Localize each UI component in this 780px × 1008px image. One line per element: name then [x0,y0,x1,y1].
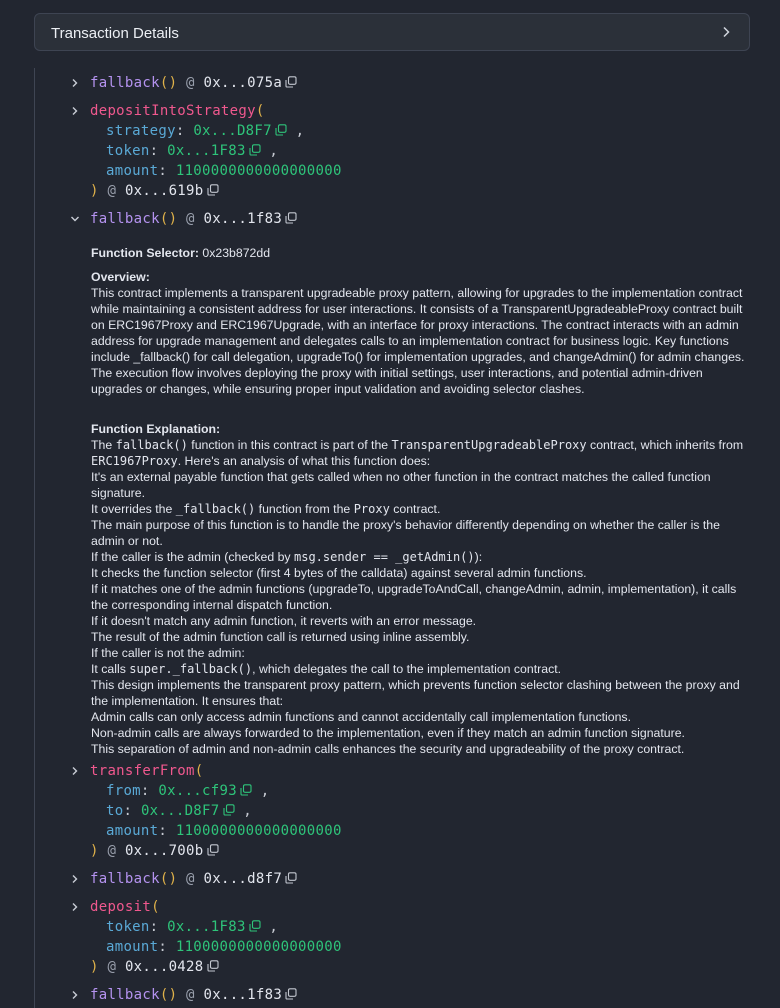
explanation-line: This design implements the transparent proxy pattern, which prevents function selector clashing between the proxy and the implementation. It ensures that: [91,678,740,708]
copy-icon[interactable] [240,784,252,796]
contract-address[interactable]: 0x...075a [203,75,283,91]
copy-icon[interactable] [275,124,287,136]
call-close-row: ) @ 0x...0428 [90,957,219,977]
param-name: to [106,803,124,819]
explanation-line: This separation of admin and non-admin calls enhances the security and upgradeability of the proxy contract. [91,742,685,756]
transaction-details-header[interactable] [34,13,750,51]
copy-icon[interactable] [249,144,261,156]
param-value: 1100000000000000000 [175,823,342,839]
param-row: amount: 1100000000000000000 [106,939,342,955]
param-name: from [106,783,141,799]
chevron-right-icon[interactable] [719,25,733,39]
param-value: 1100000000000000000 [175,163,342,179]
param-name: amount [106,939,159,955]
call-row-fallback[interactable]: fallback() @ 0x...d8f7 [90,869,297,889]
copy-icon[interactable] [285,212,297,224]
explanation-line: The result of the admin function call is returned using inline assembly. [91,630,470,644]
chevron-right-icon[interactable] [70,990,80,1000]
explanation-line: If the caller is the admin (checked by msg.sender == _getAdmin()): [91,550,483,564]
call-row-deposit-into-strategy[interactable]: depositIntoStrategy( [90,103,265,119]
param-value[interactable]: 0x...D8F7 [193,123,272,139]
param-name: token [106,919,150,935]
param-row: from: 0x...cf93 , [106,783,270,799]
explanation-line: It overrides the _fallback() function from the Proxy contract. [91,502,441,516]
overview-section [91,269,751,397]
explanation-line: If the caller is not the admin: [91,646,245,660]
explanation-line: The main purpose of this function is to handle the proxy's behavior differently depending on whether the caller is the admin or not. [91,518,720,548]
contract-address[interactable]: 0x...619b [124,183,204,199]
param-value[interactable]: 0x...1F83 [167,919,246,935]
function-name: transferFrom [90,763,195,779]
param-value[interactable]: 0x...D8F7 [140,803,220,819]
function-selector [91,245,751,261]
function-name: deposit [90,899,152,915]
param-name: amount [106,163,159,179]
call-row-fallback-expanded[interactable]: fallback() @ 0x...1f83 [90,209,297,229]
function-name: fallback [90,987,160,1003]
call-row-transfer-from[interactable]: transferFrom( [90,763,204,779]
function-name: depositIntoStrategy [90,103,256,119]
contract-address[interactable]: 0x...700b [124,843,204,859]
param-name: token [106,143,150,159]
chevron-right-icon[interactable] [70,874,80,884]
overview-text: This contract implements a transparent upgradeable proxy pattern, allowing for upgrades to the implementation contract while maintaining a consistent address for user interactions. It consists of a TransparentUpgradeableProxy contract built on ERC1967Proxy and ERC1967Upgrade, with an interface for proxy interactions. The contract interacts with an admin address for upgrade management and delegates calls to an implementation contract for business logic. Key functions include _fallback() for call delegation, upgradeTo() for implementation upgrades, and changeAdmin() for admin changes. The execution flow involves deploying the proxy with initial settings, user interactions, and potential admin-driven upgrades or changes, while ensuring proper input validation and avoiding selector clashes. [91,286,745,396]
selector-label: Function Selector: [91,246,199,260]
function-explanation-section [91,421,751,757]
call-row-fallback[interactable]: fallback() @ 0x...075a [90,73,297,93]
param-value[interactable]: 0x...1F83 [167,143,246,159]
param-row: token: 0x...1F83 , [106,919,279,935]
copy-icon[interactable] [207,184,219,196]
explanation-line: Non-admin calls are always forwarded to the implementation, even if they match an admin function signature. [91,726,685,740]
explanation-line: If it matches one of the admin functions (upgradeTo, upgradeToAndCall, changeAdmin, admin, implementation), it calls the corresponding internal dispatch function. [91,582,737,612]
param-row: to: 0x...D8F7 , [106,803,252,819]
chevron-right-icon[interactable] [70,902,80,912]
call-row-fallback[interactable]: fallback() @ 0x...1f83 [90,985,297,1005]
contract-address[interactable]: 0x...0428 [124,959,204,975]
param-name: strategy [106,123,176,139]
explanation-line: It's an external payable function that gets called when no other function in the contract matches the called function signature. [91,470,711,500]
param-value[interactable]: 0x...cf93 [158,783,237,799]
selector-value: 0x23b872dd [202,246,271,260]
param-name: amount [106,823,159,839]
function-name: fallback [90,871,160,887]
call-close-row: ) @ 0x...619b [90,181,219,201]
explanation-line: The fallback() function in this contract is part of the TransparentUpgradeableProxy contract, which inherits from ERC1967Proxy. Here's an analysis of what this function does: [91,438,744,468]
copy-icon[interactable] [285,988,297,1000]
header-title: Transaction Details [51,25,179,42]
trace-tree-line [34,68,35,1008]
copy-icon[interactable] [249,920,261,932]
chevron-right-icon[interactable] [70,106,80,116]
copy-icon[interactable] [207,844,219,856]
chevron-right-icon[interactable] [70,78,80,88]
explanation-line: Admin calls can only access admin functions and cannot accidentally call implementation functions. [91,710,631,724]
param-row: amount: 1100000000000000000 [106,823,342,839]
chevron-right-icon[interactable] [70,766,80,776]
call-row-deposit[interactable]: deposit( [90,899,160,915]
overview-label: Overview: [91,270,150,284]
chevron-down-icon[interactable] [70,214,80,224]
copy-icon[interactable] [285,76,297,88]
function-name: fallback [90,75,160,91]
param-row: token: 0x...1F83 , [106,143,279,159]
param-row: strategy: 0x...D8F7 , [106,123,305,139]
param-value: 1100000000000000000 [175,939,342,955]
explanation-line: It calls super._fallback(), which delegates the call to the implementation contract. [91,662,562,676]
explanation-line: It checks the function selector (first 4 bytes of the calldata) against several admin functions. [91,566,587,580]
copy-icon[interactable] [223,804,235,816]
contract-address[interactable]: 0x...d8f7 [203,871,283,887]
param-row: amount: 1100000000000000000 [106,163,342,179]
copy-icon[interactable] [285,872,297,884]
call-close-row: ) @ 0x...700b [90,841,219,861]
explanation-label: Function Explanation: [91,422,221,436]
function-name: fallback [90,211,160,227]
explanation-line: If it doesn't match any admin function, it reverts with an error message. [91,614,477,628]
contract-address[interactable]: 0x...1f83 [203,987,283,1003]
copy-icon[interactable] [207,960,219,972]
contract-address[interactable]: 0x...1f83 [203,211,283,227]
